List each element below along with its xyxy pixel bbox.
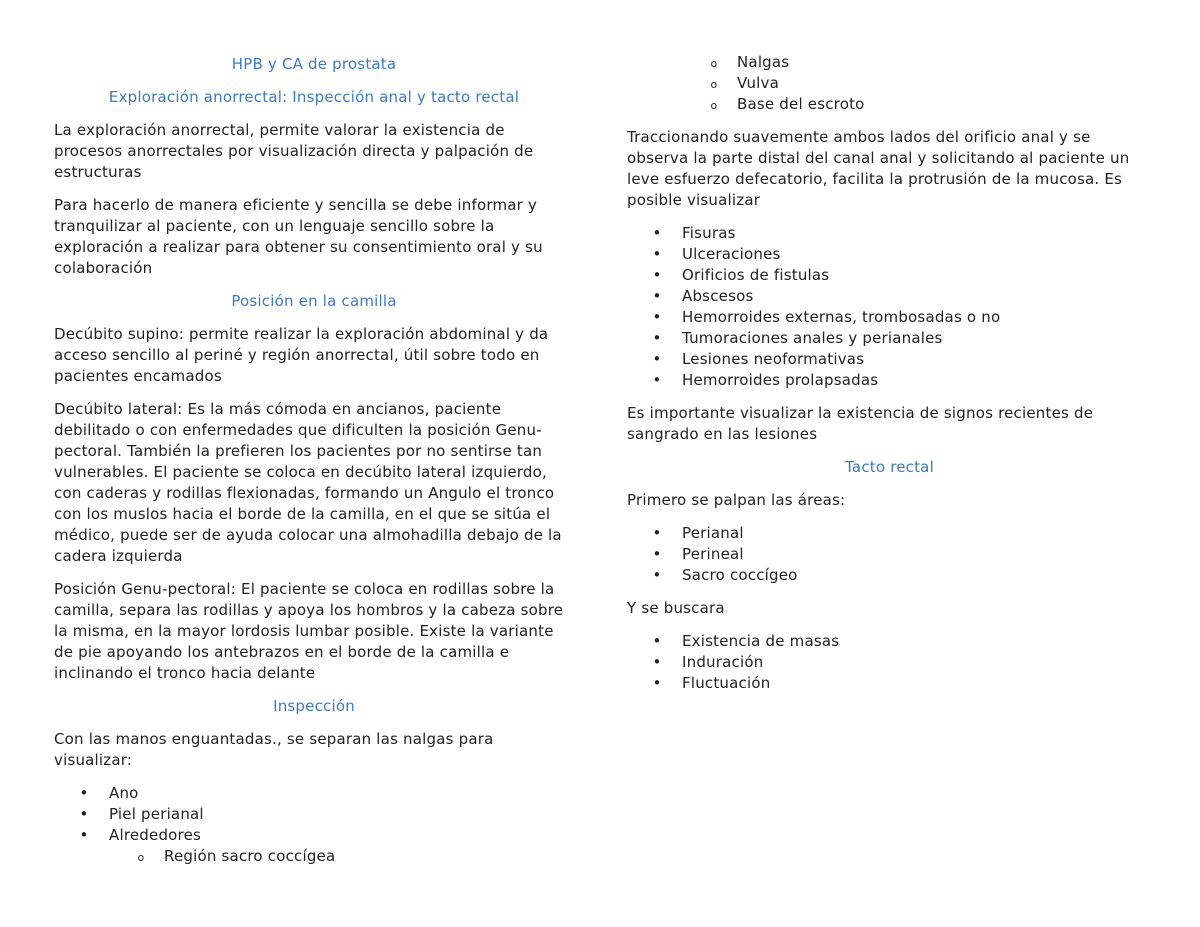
sub-bullet-marker: o	[710, 99, 718, 112]
list-item-text: Fluctuación	[682, 674, 771, 692]
paragraph-intro-2: Para hacerlo de manera eficiente y sencilla se debe informar y tranquilizar al paciente, con un lenguaje sencillo sobre la exploración a realizar para obtener su consentimiento oral y su colaboración	[54, 196, 543, 277]
list-item-text: Perineal	[682, 545, 744, 563]
alrededores-sublist	[109, 846, 574, 867]
paragraph-intro-1: La exploración anorrectal, permite valorar la existencia de procesos anorrectales por visualización directa y palpación de estructuras	[54, 121, 534, 181]
list-item	[627, 673, 1152, 694]
section-heading-tacto-rectal: Tacto rectal	[845, 458, 934, 476]
sub-bullet-marker: o	[137, 851, 145, 864]
list-item-text: Sacro coccígeo	[682, 566, 798, 584]
list-item-text: Piel perianal	[109, 805, 204, 823]
list-item	[627, 286, 1152, 307]
list-item	[627, 631, 1152, 652]
list-item	[627, 265, 1152, 286]
list-item-text: Alrededores	[109, 826, 202, 844]
bullet-marker: •	[79, 826, 89, 844]
list-item	[627, 652, 1152, 673]
list-item	[54, 783, 574, 804]
buscara-list	[627, 631, 1152, 694]
bullet-marker: •	[652, 266, 662, 284]
list-item	[627, 523, 1152, 544]
list-item-text: Ano	[109, 784, 139, 802]
areas-list	[627, 523, 1152, 586]
sub-list-item-text: Base del escroto	[737, 95, 865, 113]
list-item	[627, 328, 1152, 349]
paragraph-areas: Primero se palpan las áreas:	[627, 491, 846, 509]
bullet-marker: •	[652, 329, 662, 347]
list-item-text: Tumoraciones anales y perianales	[682, 329, 943, 347]
inspeccion-list	[54, 783, 574, 867]
visualizar-list	[627, 223, 1152, 391]
list-item-text: Fisuras	[682, 224, 736, 242]
alrededores-sublist-continued	[627, 52, 1152, 115]
paragraph-signos: Es importante visualizar la existencia de signos recientes de sangrado en las lesiones	[627, 404, 1094, 443]
list-item-text: Orificios de fistulas	[682, 266, 830, 284]
sub-list-item	[627, 94, 1152, 115]
list-item-text: Hemorroides prolapsadas	[682, 371, 879, 389]
list-item-text: Hemorroides externas, trombosadas o no	[682, 308, 1001, 326]
bullet-marker: •	[652, 371, 662, 389]
bullet-marker: •	[652, 653, 662, 671]
list-item	[627, 244, 1152, 265]
bullet-marker: •	[652, 545, 662, 563]
sub-bullet-marker: o	[710, 78, 718, 91]
paragraph-genu-pectoral: Posición Genu-pectoral: El paciente se coloca en rodillas sobre la camilla, separa las rodillas y apoya los hombros y la cabeza sobre la misma, en la mayor lordosis lumbar posible. Existe la variante de pie apoyando los antebrazos en el borde de la camilla e inclinando el tronco hacia delante	[54, 580, 564, 682]
list-item	[627, 544, 1152, 565]
document-title: HPB y CA de prostata	[231, 55, 397, 73]
sub-list-item-text: Nalgas	[737, 53, 790, 71]
left-column	[54, 54, 574, 879]
list-item	[627, 223, 1152, 244]
right-column	[627, 52, 1152, 706]
list-item	[627, 349, 1152, 370]
section-heading-exploracion: Exploración anorrectal: Inspección anal y tacto rectal	[108, 88, 520, 106]
list-item-text: Perianal	[682, 524, 744, 542]
section-heading-posicion: Posición en la camilla	[231, 292, 397, 310]
bullet-marker: •	[652, 524, 662, 542]
paragraph-buscara: Y se buscara	[627, 599, 725, 617]
list-item	[627, 565, 1152, 586]
bullet-marker: •	[79, 805, 89, 823]
bullet-marker: •	[652, 224, 662, 242]
bullet-marker: •	[652, 632, 662, 650]
bullet-marker: •	[79, 784, 89, 802]
bullet-marker: •	[652, 245, 662, 263]
list-item	[627, 307, 1152, 328]
bullet-marker: •	[652, 566, 662, 584]
list-item	[54, 825, 574, 867]
paragraph-inspeccion: Con las manos enguantadas., se separan las nalgas para visualizar:	[54, 730, 494, 769]
list-item	[54, 804, 574, 825]
sub-bullet-marker: o	[710, 57, 718, 70]
section-heading-inspeccion: Inspección	[273, 697, 355, 715]
list-item	[627, 370, 1152, 391]
paragraph-decubito-lateral: Decúbito lateral: Es la más cómoda en ancianos, paciente debilitado o con enfermedades que dificulten la posición Genu-pectoral. También la prefieren los pacientes por no sentirse tan vulnerables. El paciente se coloca en decúbito lateral izquierdo, con caderas y rodillas flexionadas, formando un Angulo el tronco con los muslos hacia el borde de la camilla, en el que se sitúa el médico, puede ser de ayuda colocar una almohadilla debajo de la cadera izquierda	[54, 400, 562, 565]
bullet-marker: •	[652, 350, 662, 368]
bullet-marker: •	[652, 287, 662, 305]
sub-list-item	[627, 73, 1152, 94]
bullet-marker: •	[652, 308, 662, 326]
list-item-text: Lesiones neoformativas	[682, 350, 865, 368]
sub-list-item-text: Región sacro coccígea	[164, 847, 336, 865]
list-item-text: Ulceraciones	[682, 245, 781, 263]
list-item-text: Existencia de masas	[682, 632, 840, 650]
sub-list-item	[54, 846, 574, 867]
paragraph-traccion: Traccionando suavemente ambos lados del orificio anal y se observa la parte distal del canal anal y solicitando al paciente un leve esfuerzo defecatorio, facilita la protrusión de la mucosa. Es posible visualizar	[627, 128, 1130, 209]
sub-list-item	[627, 52, 1152, 73]
list-item-text: Induración	[682, 653, 764, 671]
sub-list-item-text: Vulva	[737, 74, 779, 92]
bullet-marker: •	[652, 674, 662, 692]
list-item-text: Abscesos	[682, 287, 754, 305]
paragraph-decubito-supino: Decúbito supino: permite realizar la exploración abdominal y da acceso sencillo al periné y región anorrectal, útil sobre todo en pacientes encamados	[54, 325, 549, 385]
